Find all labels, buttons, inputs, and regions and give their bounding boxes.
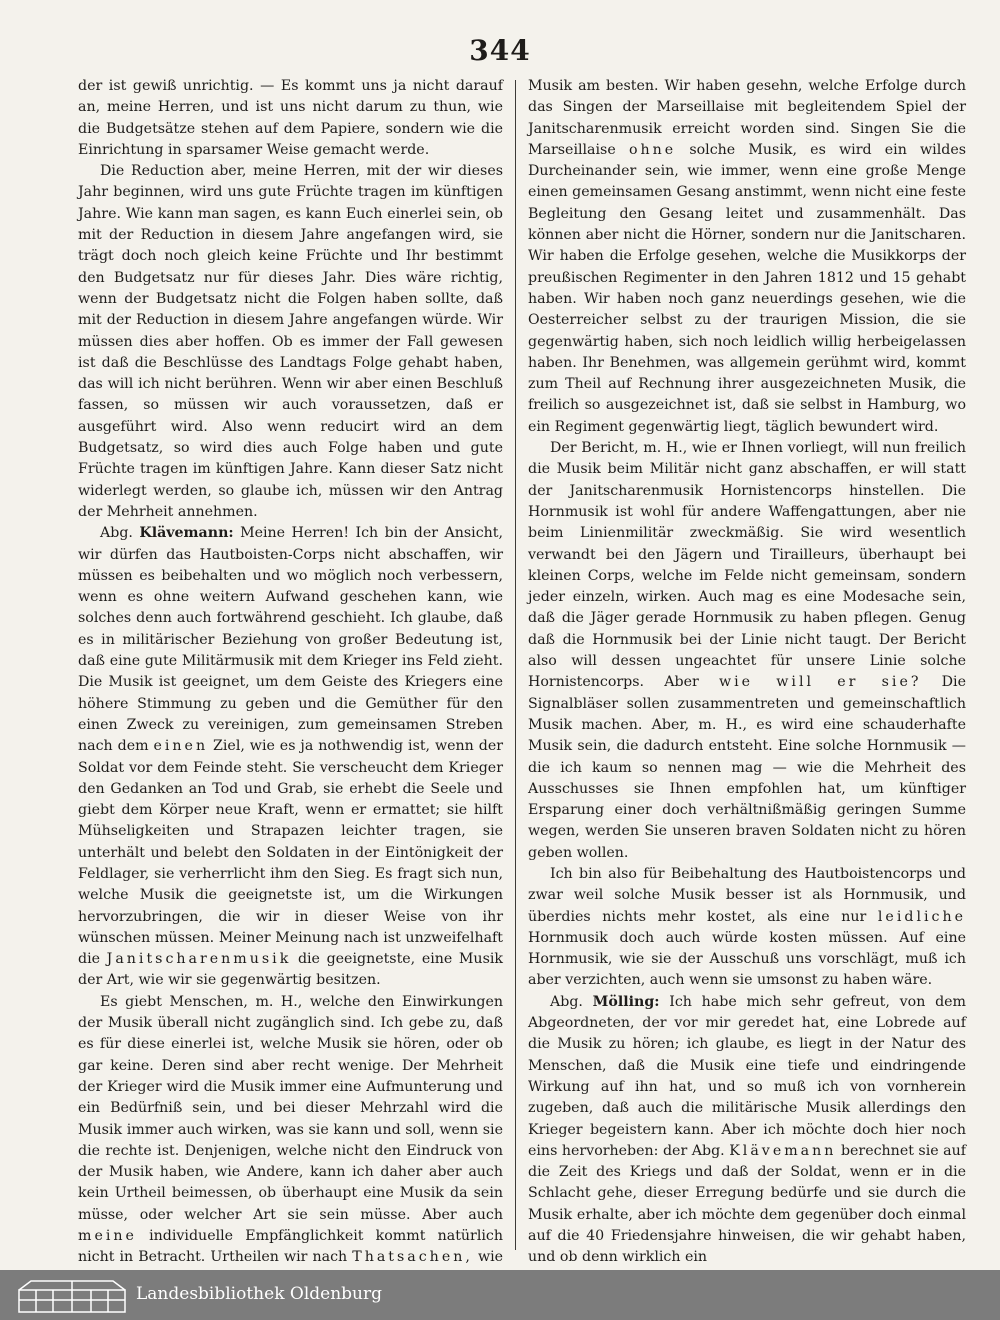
text-run: Der Bericht, m. H., wie er Ihnen vorliegt, will nun freilich die Musik beim Militär nicht ganz abschaffen, er will statt der Janitscharenmusik Hornistencorps hinstellen. Die Hornmusik ist wohl für andere Waffengattungen, aber nie beim Linienmilitär zweckmäßig. Sie wird wesentlich verwandt bei den Jägern und Tirailleurs, überhaupt bei kleinen Corps, welche im Felde nicht gemeinsam, sondern jeder einzeln, wirken. Auch mag es eine Modesache sein, daß die Jäger gerade Hornmusik zu haben pflegen. Genug daß die Hornmusik bei der Linie nicht taugt. Der Bericht also will dessen ungeachtet für unsere Linie solche Hornistencorps. Aber: [528, 440, 966, 691]
text-run: Die Signalbläser sollen zusammentreten und gemeinschaftlich Musik machen. Aber, m. H., es wird eine schauderhafte Musik sein, die dadurch entsteht. Eine solche Hornmusik — die ich kaum so nennen mag — wie die Mehrheit des Ausschusses sie Ihnen empfohlen hat, um künftiger Ersparung einer doch verhältnißmäßig geringen Summe wegen, werden Sie unseren braven Soldaten nicht zu hören geben wollen.: [528, 674, 966, 861]
left-paragraph-1: der ist gewiß unrichtig. — Es kommt uns ja nicht darauf an, meine Herren, und ist uns nicht darum zu thun, wie die Budgetsätze stehen auf dem Papiere, sondern wie die Einrichtung in sparsamer Weise gemacht werde.: [78, 78, 503, 158]
right-paragraph-1: [528, 76, 966, 438]
spaced-word: Janitscharenmusik: [106, 951, 292, 968]
library-name: Landesbibliothek Oldenburg: [136, 1284, 383, 1304]
right-paragraph-2: [528, 438, 966, 864]
spaced-word: wie will er sie?: [718, 674, 922, 691]
library-footer-bar: [0, 1270, 1000, 1320]
spaced-word: einen: [153, 738, 209, 755]
text-run: Hornmusik doch auch würde kosten müssen. Auf eine Hornmusik, wie sie der Ausschuß uns vorschlägt, muß ich aber verzichten, auch wenn sie umsonst zu haben wäre.: [528, 929, 966, 989]
text-run: wie: [477, 1249, 504, 1266]
text-run: berechnet sie auf die Zeit des Kriegs und daß der Soldat, wenn er in die Schlacht gehe, dieser Erregung bedürfe und sie durch die Musik erhalte, aber ich möchte dem gegenüber doch einmal auf die 40 Friedensjahre hinweisen, die wir gehabt haben, und ob denn wirklich ein: [528, 1142, 967, 1266]
spaced-word: Klävemann: [729, 1142, 837, 1159]
text-run: solche Musik, es wird ein wildes Durcheinander sein, wie immer, wenn eine große Menge einen gemeinsamen Gesang anstimmt, wenn nicht eine feste Begleitung den Gesang leitet und zusammenhält. Das können aber nicht die Hörner, sondern nur die Janitscharen. Wir haben die Erfolge gesehen, welche die Musikkorps der preußischen Regimenter in den Jahren 1812 und 15 gehabt haben. Wir haben noch ganz neuerdings gesehen, wie die Oesterreicher selbst zu der traurigen Mission, die sie gegenwärtig haben, sich noch leidlich willig herbeigelassen haben. Ihr Benehmen, was allgemein gerühmt wird, kommt zum Theil auf Rechnung ihrer ausgezeichneten Musik, die freilich so ausgezeichnet ist, daß sie selbst in Hamburg, wo ein Regiment gegenwärtig liegt, täglich bewundert wird.: [528, 141, 967, 435]
right-column: [528, 76, 966, 1269]
text-run: Ich bin also für Beibehaltung des Hautboistencorps und zwar weil solche Musik besser ist als Hornmusik, und überdies nichts mehr kostet, als eine nur: [528, 865, 966, 925]
text-run: Es giebt Menschen, m. H., welche den Einwirkungen der Musik überall nicht zugänglich sind. Ich gebe zu, daß es für diese einerlei ist, welche Musik sie hören, oder ob gar keine. Deren sind aber recht wenige. Der Mehrheit der Krieger wird die Musik immer eine Aufmunterung und ein Bedürfniß sein, und bei dieser Mehrzahl wird die Musik immer auch wirken, was sie kann und soll, wenn sie die rechte ist. Denjenigen, welche nicht den Eindruck von der Musik haben, wie Andere, kann ich daher aber auch kein Urtheil beimessen, ob überhaupt eine Musik da sein müsse, oder welcher Art sie sein müsse. Aber auch: [78, 993, 503, 1223]
library-building-icon: [16, 1276, 128, 1314]
column-divider: [515, 80, 516, 1250]
spaced-word: ohne: [628, 141, 677, 158]
text-run: individuelle Empfänglichkeit kommt natürlich nicht in Betracht. Urtheilen wir nach: [78, 1228, 503, 1266]
left-paragraph-4: [78, 992, 503, 1290]
spaced-word: leidliche: [877, 908, 966, 925]
left-paragraph-3: [78, 523, 503, 992]
left-paragraph-2: Die Reduction aber, meine Herren, mit der wir dieses Jahr beginnen, wird uns gute Früchte tragen im künftigen Jahre. Wie kann man sagen, es kann Euch einerlei sein, ob mit der Reduction in diesem Jahre angefangen wird, sie trägt doch noch gleich keine Früchte und Ihr bestimmt den Budgetsatz nur für dieses Jahr. Dies wäre richtig, wenn der Budgetsatz nicht die Folgen haben sollte, daß mit der Reduction in diesem Jahre angefangen würde. Wir müssen dies aber hoffen. Ob es immer der Fall gewesen ist daß die Beschlüsse des Landtags Folge gehabt haben, das will ich nicht berühren. Wenn wir aber einen Beschluß fassen, so müssen wir auch voraussetzen, daß er ausgeführt wird. Also wenn reducirt wird an dem Budgetsatz, so wird dies auch Folge haben und gute Früchte tragen im künftigen Jahre. Kann dieser Satz nicht widerlegt werden, so glaube ich, müssen wir den Antrag der Mehrheit annehmen.: [78, 163, 503, 520]
speaker-prefix: Abg.: [100, 525, 133, 542]
text-run: Ziel, wie es ja nothwendig ist, wenn der Soldat vor dem Feinde steht. Sie verscheucht dem Krieger den Gedanken an Tod und Grab, sie erhebt die Seele und giebt dem Körper neue Kraft, wenn er ermattet; sie hilft Mühseligkeiten und Strapazen leichter tragen, sie unterhält und belebt den Soldaten in der Eintönigkeit der Feldlager, sie verherrlicht ihm den Sieg. Es fragt sich nun, welche Musik die geeignetste ist, um die Wirkungen hervorzubringen, die wir in dieser Weise von ihr wünschen müssen. Meiner Meinung nach ist unzweifelhaft die: [78, 738, 503, 968]
speaker-name: Mölling:: [592, 993, 660, 1010]
text-run: Meine Herren! Ich bin der Ansicht, wir dürfen das Hautboisten-Corps nicht abschaffen, wir müssen es beibehalten und wo möglich noch verbessern, wenn es ohne weitern Aufwand geschehen kann, wie solches denn auch fortwährend geschieht. Ich glaube, daß es in militärischer Beziehung von großer Bedeutung ist, daß eine gute Militärmusik mit dem Krieger ins Feld zieht. Die Musik ist geeignet, um dem Geiste des Kriegers eine höhere Stimmung zu geben und die Gemüther für den einen Zweck zu vereinigen, zum gemeinsamen Streben nach dem: [78, 525, 503, 755]
speaker-name: Klävemann:: [139, 525, 234, 542]
spaced-word: meine: [78, 1228, 137, 1245]
text-run: Ich habe mich sehr gefreut, von dem Abgeordneten, der vor mir geredet hat, eine Lobrede auf die Musik zu hören; ich glaube, es liegt in der Natur des Menschen, daß die Musik eine tiefe und eindringende Wirkung auf ihn hat, und so muß ich von vornherein zugeben, daß auch die militärische Musik allerdings den Krieger begeistern kann. Aber ich möchte doch hier noch eins hervorheben: der Abg.: [528, 993, 967, 1159]
text-run: die geeignetste, eine Musik der Art, wie wir sie gegenwärtig besitzen.: [78, 951, 503, 989]
spaced-word: Thatsachen,: [352, 1249, 473, 1266]
page-number: 344: [469, 34, 531, 67]
left-column: [78, 76, 503, 1290]
right-paragraph-3: [528, 864, 966, 992]
text-run: Musik am besten. Wir haben gesehn, welche Erfolge durch das Singen der Marseillaise mit begleitendem Spiel der Janitscharenmusik erreicht worden sind. Singen Sie die Marseillaise: [528, 78, 966, 158]
speaker-prefix: Abg.: [550, 993, 583, 1010]
right-paragraph-4: [528, 992, 966, 1269]
